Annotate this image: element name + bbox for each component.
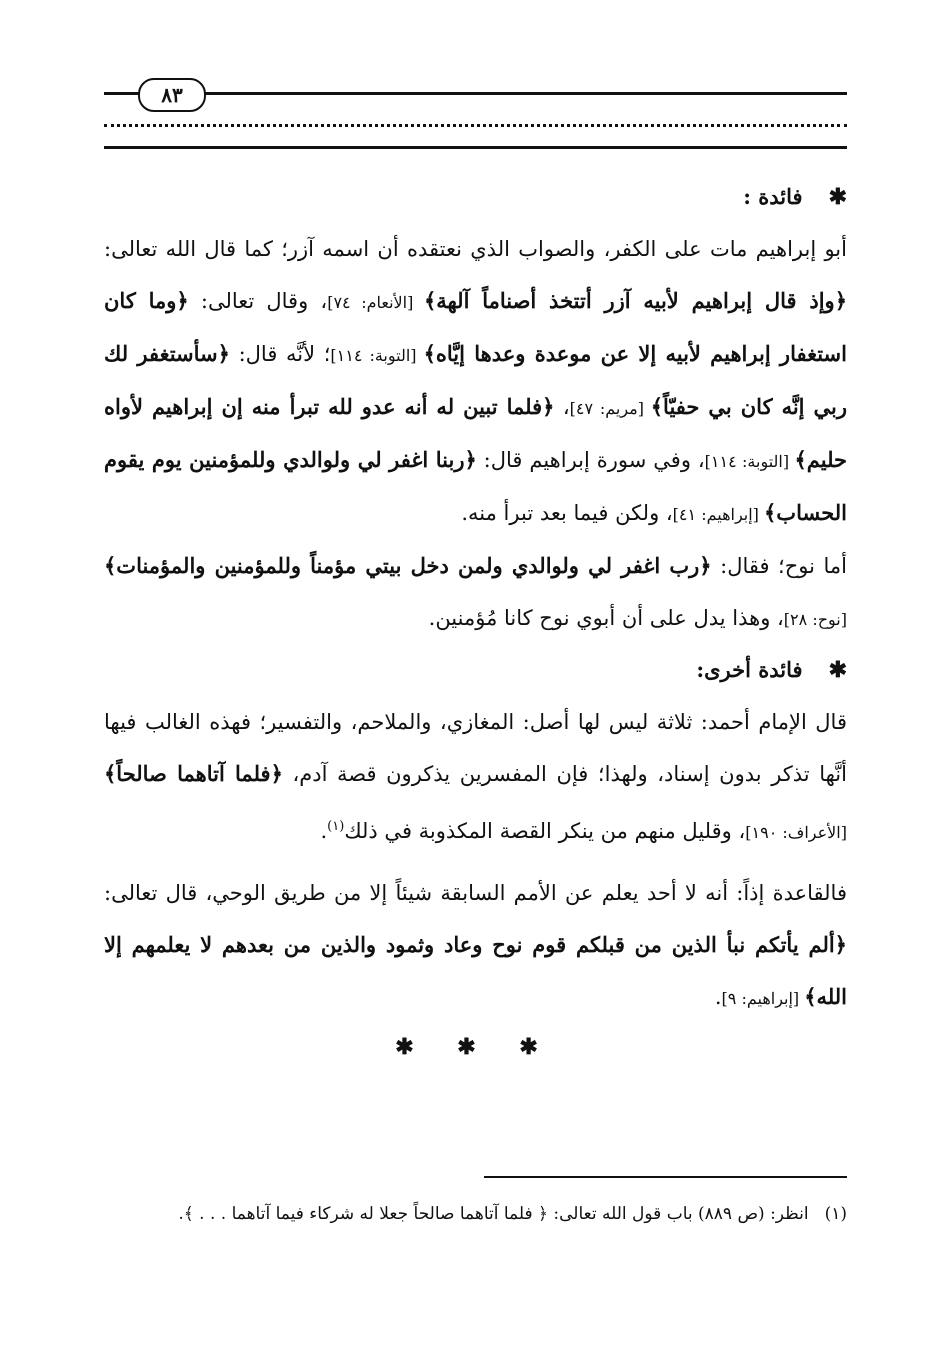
section-separator: ✱ ✱ ✱ bbox=[395, 1034, 556, 1060]
verse-reference: [إبراهيم: ٤١] bbox=[672, 505, 764, 524]
footnote-text: انظر: (ص ٨٨٩) باب قول الله تعالى: ﴿ فلما آتاهما صالحاً جعلا له شركاء فيما آتاهما . . . ﴾. bbox=[178, 1204, 809, 1224]
text-run: . bbox=[714, 985, 722, 1009]
quran-quote: ﴿رب اغفر لي ولوالدي ولمن دخل بيتي مؤمناً وللمؤمنين والمؤمنات﴾ bbox=[104, 553, 712, 578]
text-run: فالقاعدة إذاً: أنه لا أحد يعلم عن الأمم السابقة شيئاً إلا من طريق الوحي، قال تعالى: bbox=[104, 881, 847, 905]
quran-quote: ﴿وإذ قال إبراهيم لأبيه آزر أتتخذ أصناماً آلهة﴾ bbox=[423, 288, 847, 313]
verse-reference: [مريم: ٤٧] bbox=[569, 399, 651, 418]
header-rule-bottom bbox=[104, 146, 847, 149]
verse-reference: [الأعراف: ١٩٠] bbox=[745, 823, 847, 842]
heading-text: فائدة أخرى: bbox=[696, 657, 803, 682]
paragraph-qaida bbox=[104, 868, 847, 1024]
verse-reference: [الأنعام: ٧٤] bbox=[327, 293, 424, 312]
text-run: ، وفي سورة إبراهيم قال: bbox=[476, 448, 705, 472]
text-run: ، bbox=[554, 395, 570, 419]
quran-quote: ﴿ألم يأتكم نبأ الذين من قبلكم قوم نوح وعاد وثمود والذين من بعدهم لا يعلمهم إلا الله﴾ bbox=[104, 932, 847, 1009]
header-rule bbox=[104, 92, 847, 95]
text-run: أما نوح؛ فقال: bbox=[711, 554, 848, 578]
text-run: . bbox=[320, 819, 328, 843]
paragraph-abu-ibrahim bbox=[104, 224, 847, 540]
asterisk-icon: ✱ bbox=[828, 657, 847, 683]
page-body bbox=[104, 180, 847, 1060]
verse-reference: [التوبة: ١١٤] bbox=[704, 452, 795, 471]
section-heading-faida bbox=[104, 180, 847, 214]
section-heading-faida-ukhra bbox=[104, 653, 847, 687]
text-run: ، ولكن فيما بعد تبرأ منه. bbox=[461, 501, 673, 525]
footnote-mark: (١) bbox=[824, 1204, 847, 1224]
quran-quote: ﴿فلما تبين له أنه عدو لله تبرأ منه إن إبراهيم لأواه حليم﴾ bbox=[104, 394, 848, 472]
text-run: أبو إبراهيم مات على الكفر، والصواب الذي نعتقده أن اسمه آزر؛ كما قال الله تعالى: bbox=[104, 237, 847, 261]
asterisk-icon: ✱ bbox=[828, 184, 847, 210]
footnote bbox=[104, 1196, 847, 1232]
text-run: ؛ لأنَّه قال: bbox=[229, 342, 331, 366]
quran-quote: ﴿ربنا اغفر لي ولوالدي وللمؤمنين يوم يقوم الحساب﴾ bbox=[104, 447, 847, 525]
page-number: ٨٣ bbox=[138, 78, 206, 112]
footnote-reference[interactable]: (١) bbox=[327, 819, 345, 834]
footnote-rule bbox=[484, 1176, 847, 1178]
header-dotted-rule bbox=[104, 118, 847, 127]
text-run: قال الإمام أحمد: ثلاثة ليس لها أصل: المغازي، والملاحم، والتفسير؛ فهذه الغالب فيها أنَّها تذكر بدون إسناد، ولهذا؛ فإن المفسرين يذكرون قصة آدم، bbox=[104, 710, 847, 786]
verse-reference: [التوبة: ١١٤] bbox=[330, 346, 424, 365]
quran-quote: ﴿سأستغفر لك ربي إنَّه كان بي حفيّاً﴾ bbox=[104, 341, 848, 419]
quran-quote: ﴿فلما آتاهما صالحاً﴾ bbox=[104, 761, 283, 786]
quran-quote: ﴿وما كان استغفار إبراهيم لأبيه إلا عن موعدة وعدها إيَّاه﴾ bbox=[104, 288, 847, 366]
text-run: ، وقليل منهم من ينكر القصة المكذوبة في ذلك bbox=[344, 819, 746, 843]
verse-reference: [نوح: ٢٨] bbox=[783, 610, 847, 629]
text-run: ، وهذا يدل على أن أبوي نوح كانا مُؤمنين. bbox=[428, 606, 784, 630]
paragraph-imam-ahmad bbox=[104, 697, 847, 858]
paragraph-nuh bbox=[104, 540, 847, 645]
text-run: ، وقال تعالى: bbox=[188, 289, 328, 313]
verse-reference: [إبراهيم: ٩] bbox=[721, 989, 805, 1008]
heading-text: فائدة : bbox=[743, 184, 803, 209]
